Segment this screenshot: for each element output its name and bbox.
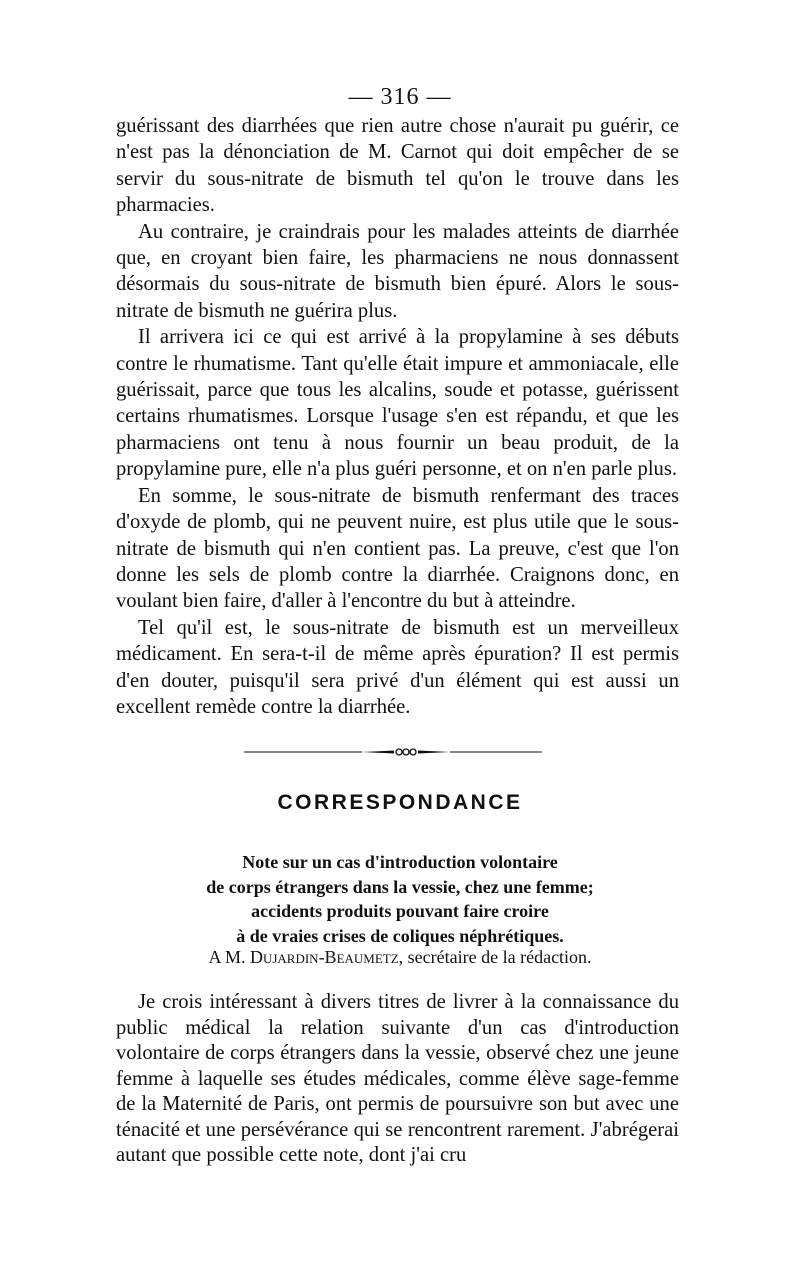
paragraph: Tel qu'il est, le sous-nitrate de bismuth est un merveilleux médicament. En sera-t-il de même après épuration? Il est permis d'en douter, puisqu'il sera privé d'un élément qui est aussi un excellent remède contre la diarrhée. <box>116 616 679 718</box>
addressee-role: secrétaire de la rédaction. <box>407 947 592 967</box>
note-title <box>150 850 650 948</box>
page-number: — 316 — <box>348 84 452 110</box>
paragraph: Il arrivera ici ce qui est arrivé à la propylamine à ses débuts contre le rhumatisme. Tant qu'elle était impure et ammoniacale, elle guérissait, parce que tous les alcalins, soude et potasse, guérissent certains rhumatismes. Lorsque l'usage s'en est répandu, et que les pharmaciens ont tenu à nous fournir un beau produit, de la propylamine pure, elle n'a plus guéri personne, et on n'en parle plus. <box>116 326 679 481</box>
note-body <box>116 990 679 1169</box>
note-title-line: Note sur un cas d'introduction volontaire <box>242 852 558 872</box>
note-title-line: à de vraies crises de coliques néphrétiques. <box>236 925 564 946</box>
note-title-line: de corps étrangers dans la vessie, chez une femme; <box>206 876 594 897</box>
paragraph: Je crois intéressant à divers titres de livrer à la connaissance du public médical la relation suivante d'un cas d'introduction volontaire de corps étrangers dans la vessie, observé chez une jeune femme à laquelle ses études médicales, comme élève sage-femme de la Maternité de Paris, ont permis de poursuivre son but avec une ténacité et une persévérance qui se rencontrent rarement. J'abrégerai autant que possible cette note, dont j'ai cru <box>116 991 679 1166</box>
note-title-line: accidents produits pouvant faire croire <box>251 901 549 921</box>
addressee <box>0 945 800 969</box>
section-separator <box>244 744 548 760</box>
paragraph: Au contraire, je craindrais pour les malades atteints de diarrhée que, en croyant bien faire, les pharmaciens ne nous donnassent désormais du sous-nitrate de bismuth bien épuré. Alors le sous-nitrate de bismuth ne guérira plus. <box>116 220 679 322</box>
paragraph: En somme, le sous-nitrate de bismuth renfermant des traces d'oxyde de plomb, qui ne peuvent nuire, est plus utile que le sous-nitrate de bismuth qui n'en contient pas. La preuve, c'est que l'on donne les sels de plomb contre la diarrhée. Craignons donc, en voulant bien faire, d'aller à l'encontre du but à atteindre. <box>116 484 679 613</box>
article-text <box>116 113 679 720</box>
paragraph: guérissant des diarrhées que rien autre chose n'aurait pu guérir, ce n'est pas la dénonciation de M. Carnot qui doit empêcher de se servir du sous-nitrate de bismuth tel qu'on le trouve dans les pharmacies. <box>116 115 679 217</box>
section-title: CORRESPONDANCE <box>277 791 523 814</box>
addressee-name: Dujardin-Beaumetz, <box>249 947 404 967</box>
addressee-prefix: A M. <box>208 947 246 967</box>
